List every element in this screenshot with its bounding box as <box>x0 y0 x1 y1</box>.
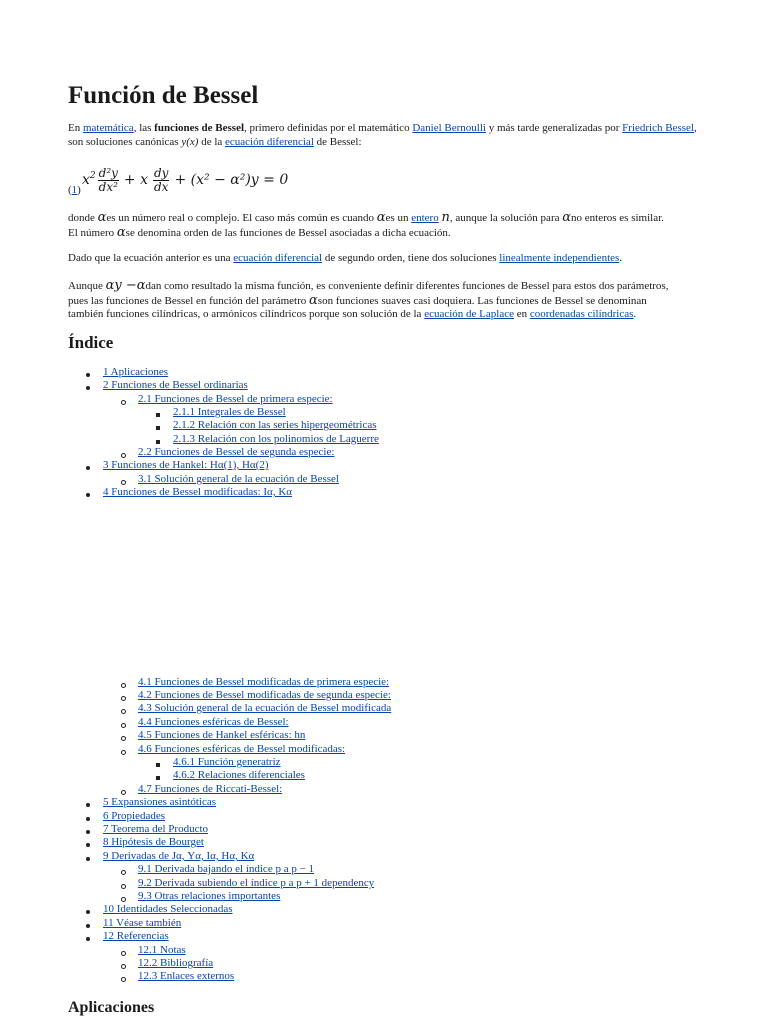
toc-bullet-icon <box>86 803 90 807</box>
toc-item[interactable]: 3.1 Solución general de la ecuación de Bessel <box>138 473 339 485</box>
equation-number[interactable]: (1) <box>68 184 81 196</box>
toc-item[interactable]: 9.1 Derivada bajando el índice p a p − 1 <box>138 863 315 875</box>
toc-bullet-icon <box>121 790 126 795</box>
toc-item[interactable]: 4.6.1 Función generatriz <box>173 756 281 768</box>
toc-item[interactable]: 2.2 Funciones de Bessel de segunda especie: <box>138 446 335 458</box>
toc-bullet-icon <box>156 426 160 430</box>
toc-item[interactable]: 4.1 Funciones de Bessel modificadas de primera especie: <box>138 676 390 688</box>
toc-bullet-icon <box>86 910 90 914</box>
toc-item[interactable]: 4.3 Solución general de la ecuación de Bessel modificada <box>138 702 392 714</box>
toc-item[interactable]: 2.1.1 Integrales de Bessel <box>173 406 286 418</box>
toc-item[interactable]: 4.6.2 Relaciones diferenciales <box>173 769 305 781</box>
toc-item[interactable]: 12.2 Bibliografía <box>138 957 214 969</box>
toc-bullet-icon <box>121 870 126 875</box>
toc-bullet-icon <box>121 400 126 405</box>
paragraph-alpha: donde αes un número real o complejo. El caso más común es cuando αes un entero n, aunque la solución para αno enteros es similar. El número αse denomina orden de las funciones de Bessel asociadas a dicha ecuación. <box>68 210 664 240</box>
toc-item[interactable]: 4.6 Funciones esféricas de Bessel modificadas: <box>138 743 346 755</box>
toc-bullet-icon <box>86 843 90 847</box>
toc-bullet-icon <box>86 924 90 928</box>
toc-bullet-icon <box>121 480 126 485</box>
toc-item[interactable]: 2.1 Funciones de Bessel de primera especie: <box>138 393 333 405</box>
toc-item[interactable]: 6 Propiedades <box>103 810 166 822</box>
toc-item[interactable]: 1 Aplicaciones <box>103 366 169 378</box>
toc-item[interactable]: 4.2 Funciones de Bessel modificadas de segunda especie: <box>138 689 391 701</box>
page-title: Función de Bessel <box>68 82 259 109</box>
toc-bullet-icon <box>121 964 126 969</box>
toc-item[interactable]: 12.3 Enlaces externos <box>138 970 235 982</box>
toc-heading: Índice <box>68 333 114 352</box>
fraction-dy-dx: $\frac{dy}{dx}$ <box>154 165 169 194</box>
intro-paragraph: En matemática, las funciones de Bessel, primero definidas por el matemático Daniel Bernoulli y más tarde generalizadas por Friedrich Bessel, son soluciones canónicas y(x) de la ecuación diferencial de Bessel: <box>68 122 697 148</box>
toc-bullet-icon <box>121 951 126 956</box>
toc-item[interactable]: 8 Hipótesis de Bourget <box>103 836 204 848</box>
toc-bullet-icon <box>86 493 90 497</box>
toc-item[interactable]: 4.4 Funciones esféricas de Bessel: <box>138 716 289 728</box>
link-ecuacion-diferencial-2[interactable]: ecuación diferencial <box>233 252 323 264</box>
paragraph-solutions: Dado que la ecuación anterior es una ecuación diferencial de segundo orden, tiene dos soluciones linealmente independientes. <box>68 252 623 264</box>
toc-bullet-icon <box>121 696 126 701</box>
toc-item[interactable]: 2.1.3 Relación con los polinomios de Laguerre <box>173 433 379 445</box>
toc-item[interactable]: 11 Véase también <box>103 917 182 929</box>
section-heading-aplicaciones: Aplicaciones <box>68 999 155 1016</box>
link-ecuacion-de-laplace[interactable]: ecuación de Laplace <box>424 308 514 320</box>
toc-bullet-icon <box>156 776 160 780</box>
link-ecuacion-diferencial[interactable]: ecuación diferencial <box>225 135 314 148</box>
link-coordenadas-cilindricas[interactable]: coordenadas cilíndricas <box>529 308 634 320</box>
toc-bullet-icon <box>86 830 90 834</box>
toc-bullet-icon <box>86 466 90 470</box>
toc-item[interactable]: 10 Identidades Seleccionadas <box>103 903 233 915</box>
link-linealmente-independientes[interactable]: linealmente independientes <box>499 252 620 264</box>
toc-bullet-icon <box>156 440 160 444</box>
toc-bullet-icon <box>121 750 126 755</box>
fraction-d2y-dx2: $\frac{\text{d²y}}{\text{dx²}}$ <box>98 165 118 194</box>
toc-item[interactable]: 4 Funciones de Bessel modificadas: Iα, Kα <box>103 486 293 498</box>
toc-bullet-icon <box>86 386 90 390</box>
toc-bullet-icon <box>156 763 160 767</box>
paragraph-cylindrical: Aunque αy −αdan como resultado la misma función, es conveniente definir diferentes funciones de Bessel para estos dos parámetros, pues las funciones de Bessel en función del parámetro αson funciones suaves casi doquiera. Las funciones de Bessel se denominan también funciones cilíndricas, o armónicos cilíndricos porque son solución de la ecuación de Laplace en coordenadas cilíndricas. <box>68 278 669 320</box>
toc-item[interactable]: 9 Derivadas de Jα, Yα, Iα, Hα, Kα <box>103 850 255 862</box>
bessel-equation: (1) x $^2$ $\frac{\text{d²y}}{\text{dx²}}$ + x $\frac{dy}{dx}$ + (x² − α²)y = 0 <box>68 165 289 196</box>
toc-item[interactable]: 9.2 Derivada subiendo el índice p a p + 1 dependency <box>138 877 375 889</box>
toc-item[interactable]: 9.3 Otras relaciones importantes <box>138 890 281 902</box>
toc-item[interactable]: 4.7 Funciones de Riccati-Bessel: <box>138 783 283 795</box>
link-entero[interactable]: entero <box>411 212 439 224</box>
toc-bullet-icon <box>121 977 126 982</box>
toc-item[interactable]: 2.1.2 Relación con las series hipergeométricas <box>173 419 377 431</box>
toc-bullet-icon <box>121 897 126 902</box>
toc-bullet-icon <box>121 683 126 688</box>
toc-item[interactable]: 7 Teorema del Producto <box>103 823 209 835</box>
toc-bullet-icon <box>86 817 90 821</box>
toc-bullet-icon <box>86 373 90 377</box>
toc-item[interactable]: 2 Funciones de Bessel ordinarias <box>103 379 248 391</box>
toc-bullet-icon <box>156 413 160 417</box>
link-daniel-bernoulli[interactable]: Daniel Bernoulli <box>412 122 486 134</box>
toc-item[interactable]: 3 Funciones de Hankel: Hα(1), Hα(2) <box>103 459 269 471</box>
toc-bullet-icon <box>121 884 126 889</box>
toc-bullet-icon <box>86 857 90 861</box>
toc-bullet-icon <box>121 736 126 741</box>
link-friedrich-bessel[interactable]: Friedrich Bessel <box>622 122 694 134</box>
toc-item[interactable]: 12.1 Notas <box>138 944 186 956</box>
toc-bullet-icon <box>121 723 126 728</box>
toc-item[interactable]: 5 Expansiones asintóticas <box>103 796 217 808</box>
toc-bullet-icon <box>86 937 90 941</box>
toc-item[interactable]: 4.5 Funciones de Hankel esféricas: hn <box>138 729 306 741</box>
toc-item[interactable]: 12 Referencias <box>103 930 169 942</box>
link-matematica[interactable]: matemática <box>82 122 134 134</box>
toc-bullet-icon <box>121 453 126 458</box>
toc-bullet-icon <box>121 709 126 714</box>
